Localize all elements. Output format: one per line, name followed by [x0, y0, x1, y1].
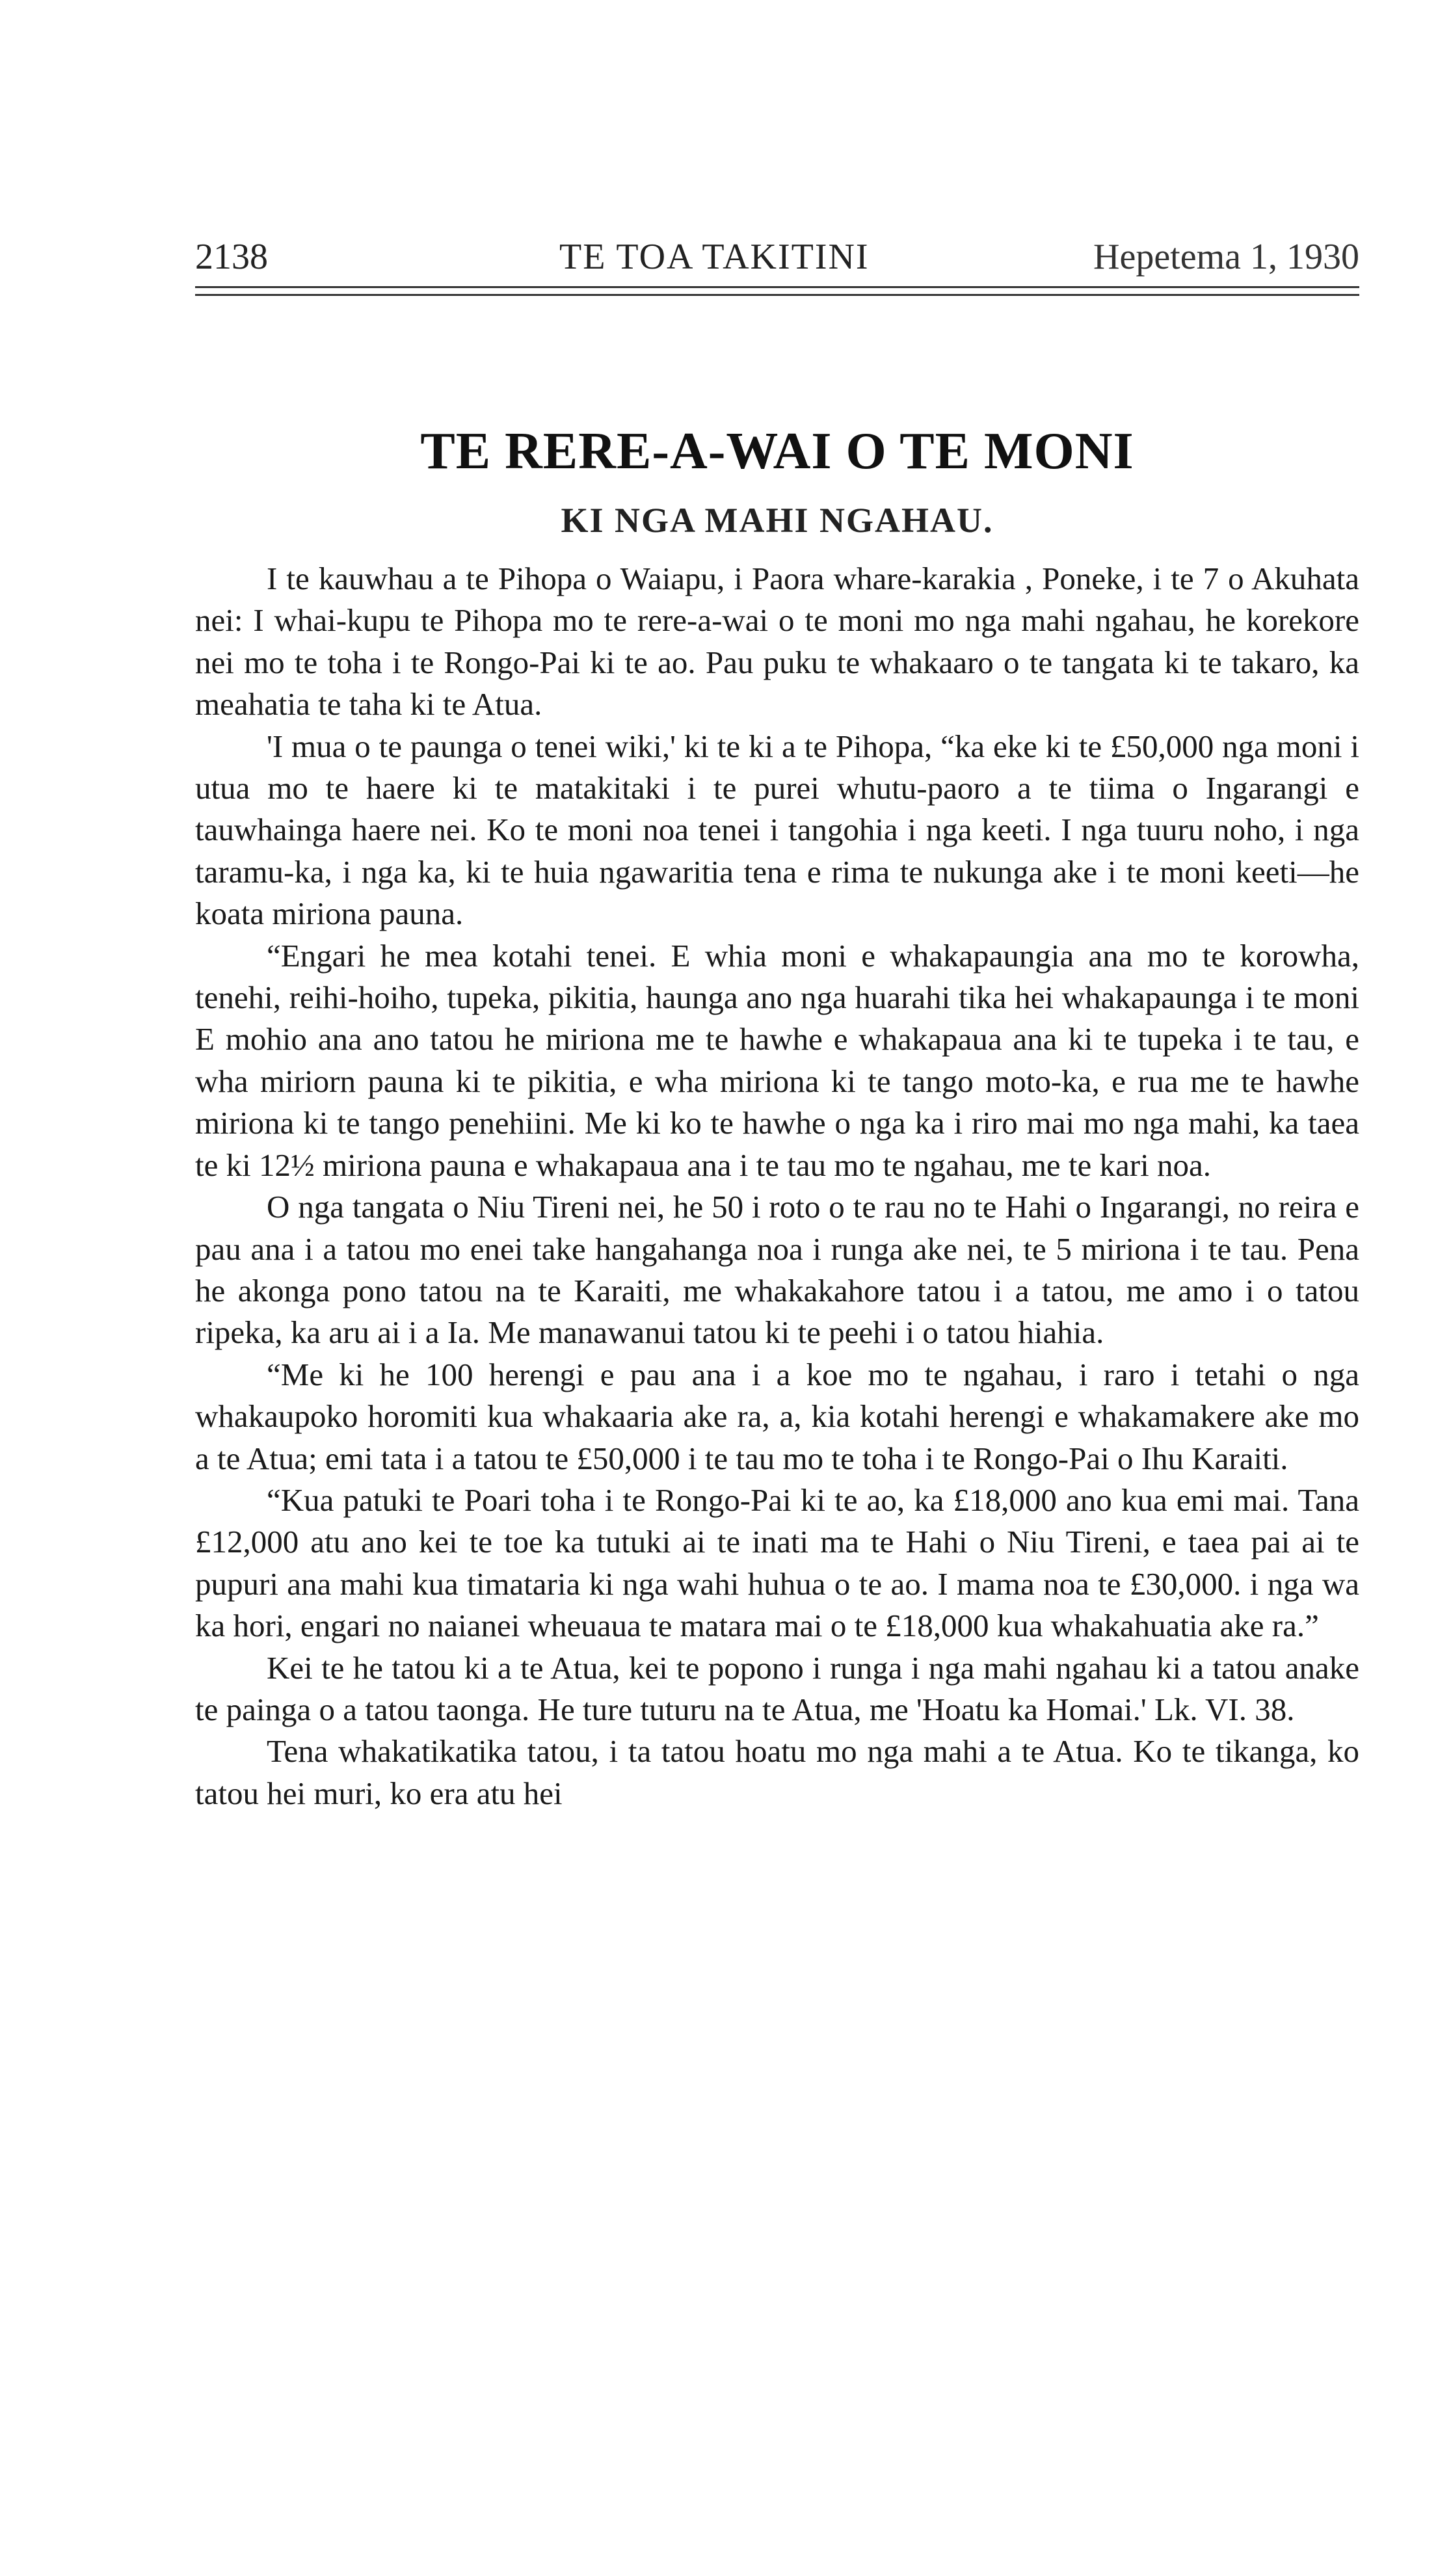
article-paragraph: Tena whakatikatika tatou, i ta tatou hoatu mo nga mahi a te Atua. Ko te tikanga, ko tatou hei muri, ko era atu hei	[195, 1733, 1359, 1811]
article-paragraph: “Me ki he 100 herengi e pau ana i a koe mo te ngahau, i raro i tetahi o nga whakaupoko horomiti kua whakaaria ake ra, a, kia kotahi herengi e whakamakere ake mo a te Atua; emi tata i a tatou te £50,000 i te tau mo te toha i te Rongo-Pai o Ihu Karaiti.	[195, 1356, 1359, 1476]
page-number: 2138	[195, 237, 268, 277]
article-paragraph: 'I mua o te paunga o tenei wiki,' ki te ki a te Pihopa, “ka eke ki te £50,000 nga moni i utua mo te haere ki te matakitaki i te purei whutu-paoro a te tiima o Ingarangi e tauwhainga haere nei. Ko te moni noa tenei i tangohia i nga keeti. I nga tuuru noho, i nga taramu-ka, i nga ka, ki te huia ngawaritia tena e rima te nukunga ake i te moni keeti—he koata miriona pauna.	[195, 728, 1359, 932]
article-paragraph: O nga tangata o Niu Tireni nei, he 50 i roto o te rau no te Hahi o Ingarangi, no reira e pau ana i a tatou mo enei take hangahanga noa i runga ake nei, te 5 miriona i te tau. Pena he akonga pono tatou na te Karaiti, me whakakahore tatou i a tatou, me amo i o tatou ripeka, ka aru ai i a Ia. Me manawanui tatou ki te peehi i o tatou hiahia.	[195, 1189, 1359, 1351]
running-header	[195, 234, 1359, 280]
article-paragraph: “Engari he mea kotahi tenei. E whia moni e whakapaungia ana mo te korowha, tenehi, reihi-hoiho, tupeka, pikitia, haunga ano nga huarahi tika hei whakapaunga i te moni E mohio ana ano tatou he miriona me te hawhe e whakapaua ana ki te tupeka i te tau, e wha miriorn pauna ki te pikitia, e wha miriona ki te tango moto-ka, e rua me te hawhe miriona ki te tango penehiini. Me ki ko te hawhe o nga ka i riro mai mo nga mahi, ka taea te ki 12½ miriona pauna e whakapaua ana i te tau mo te ngahau, me te kari noa.	[195, 937, 1359, 1183]
article-title: TE RERE-A-WAI O TE MONI	[420, 422, 1134, 480]
header-rule-bottom	[195, 294, 1359, 296]
article-paragraph: “Kua patuki te Poari toha i te Rongo-Pai ki te ao, ka £18,000 ano kua emi mai. Tana £12,000 atu ano kei te toe ka tutuki ai te inati ma te Hahi o Niu Tireni, e taea pai ai te pupuri ana mahi kua timataria ki nga wahi huhua o te ao. I mama noa te £30,000. i nga wa ka hori, engari no naianei wheuaua te matara mai o te £18,000 kua whakahuatia ake ra.”	[195, 1481, 1359, 1644]
issue-date: Hepetema 1, 1930	[1093, 237, 1359, 277]
header-rule-top	[195, 286, 1359, 288]
article-body	[195, 558, 1359, 1814]
article-paragraph: I te kauwhau a te Pihopa o Waiapu, i Paora whare-karakia , Poneke, i te 7 o Akuhata nei: I whai-kupu te Pihopa mo te rere-a-wai o te moni mo nga mahi ngahau, he korekore nei mo te toha i te Rongo-Pai ki te ao. Pau puku te whakaaro o te tangata ki te takaro, ka meahatia te taha ki te Atua.	[195, 561, 1359, 723]
article-paragraph: Kei te he tatou ki a te Atua, kei te popono i runga i nga mahi ngahau ki a tatou anake te painga o a tatou taonga. He ture tuturu na te Atua, me 'Hoatu ka Homai.' Lk. VI. 38.	[195, 1649, 1359, 1727]
article-subtitle: KI NGA MAHI NGAHAU.	[561, 500, 994, 540]
journal-title: TE TOA TAKITINI	[559, 237, 870, 277]
